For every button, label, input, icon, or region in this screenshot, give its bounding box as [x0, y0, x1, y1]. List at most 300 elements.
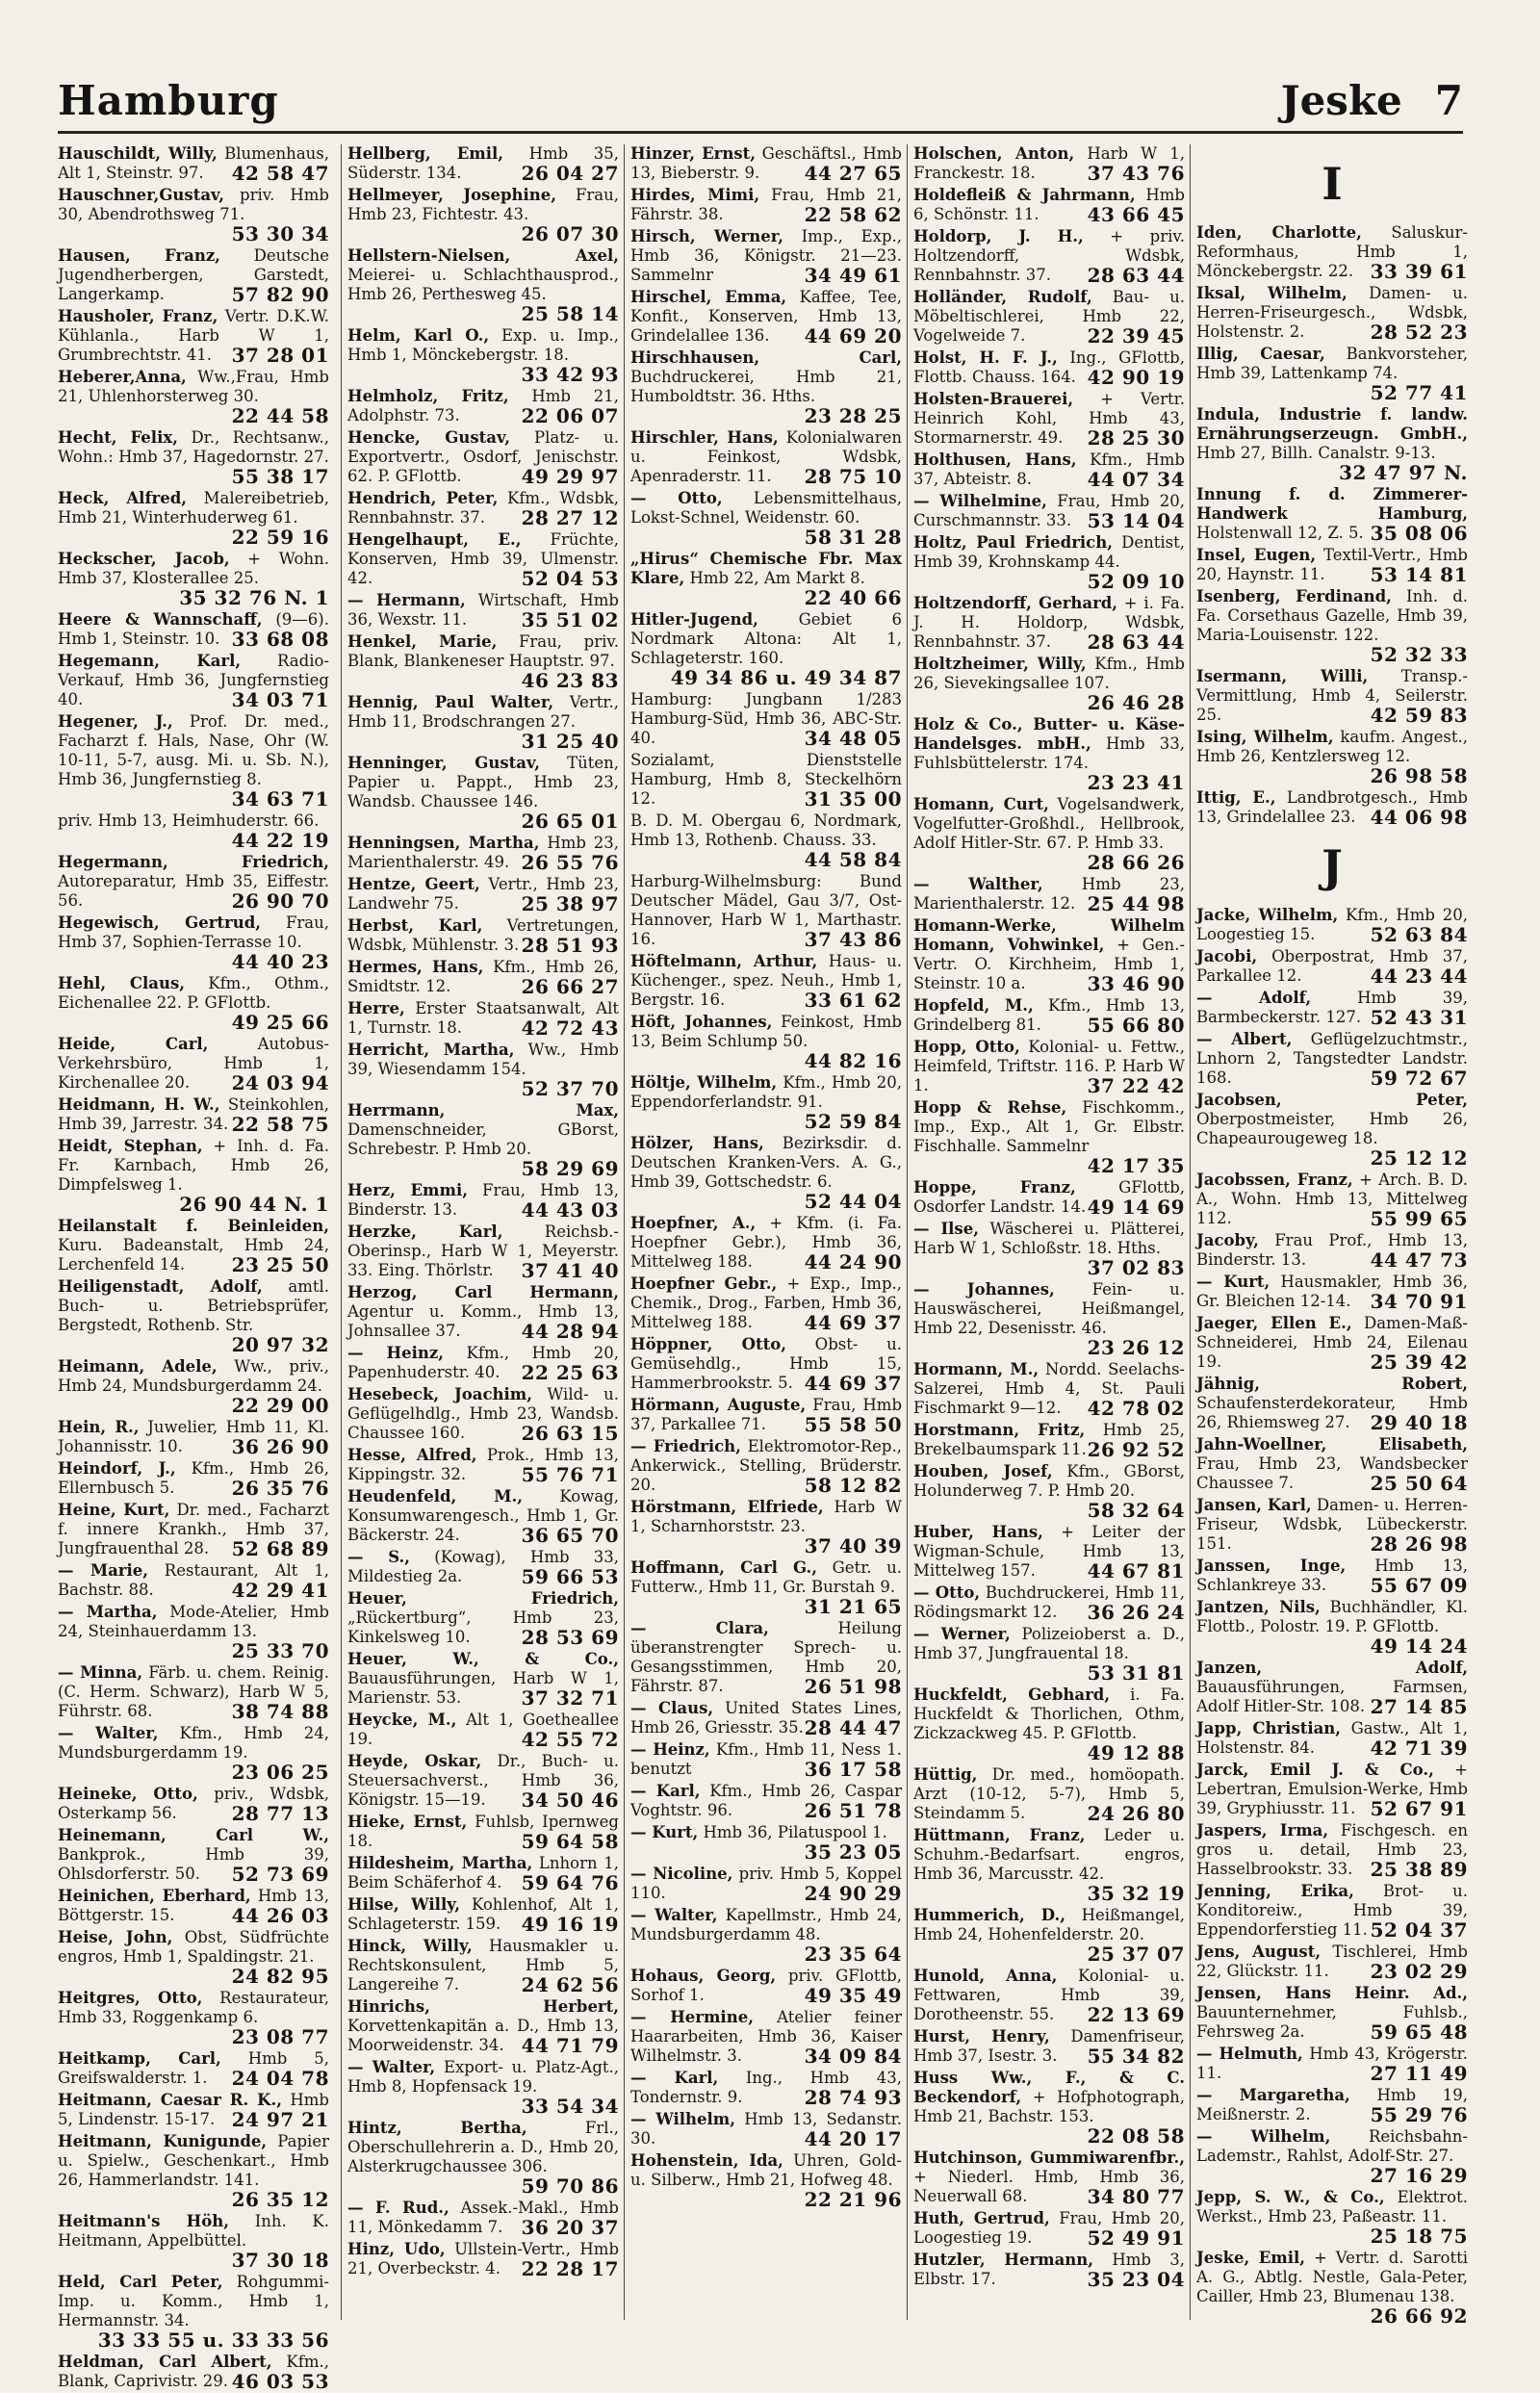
- entry-phone: 44 06 98: [1370, 806, 1468, 829]
- entry-name: — Albert,: [1196, 1030, 1293, 1048]
- entry-details: Damen- u. Herren-Friseur, Wdsbk, Lübeckerstr. 151.: [1196, 1496, 1468, 1553]
- entry-phone: 25 38 97: [521, 892, 619, 915]
- entry-name: Iden, Charlotte,: [1196, 223, 1362, 242]
- entry-name: Jeske, Emil,: [1196, 2249, 1306, 2267]
- entry-name: Japp, Christian,: [1196, 1719, 1342, 1737]
- entry-phone: 55 76 71: [521, 1463, 619, 1486]
- entry-name: Herrmann, Max,: [347, 1101, 619, 1119]
- directory-entry: [630, 1437, 902, 1495]
- entry-phone: 49 14 24: [1370, 1634, 1468, 1658]
- entry-phone: 27 16 29: [1370, 2164, 1468, 2187]
- entry-details: Färb. u. chem. Reinig. (C. Herm. Schwarz), Harb W 5, Führstr. 68.: [58, 1663, 329, 1720]
- directory-entry: [630, 1823, 902, 1862]
- entry-name: Hurst, Henry,: [913, 2027, 1050, 2046]
- directory-entry: [630, 550, 902, 607]
- directory-entry: [58, 1928, 329, 1986]
- entry-details: Vertr., Hmb 23, Landwehr 75.: [347, 875, 619, 913]
- entry-details: Frau, Hmb 20, Loogestieg 19.: [913, 2209, 1185, 2247]
- entry-phone: 52 68 89: [231, 1537, 329, 1560]
- directory-entry: [913, 1098, 1185, 1175]
- entry-details: Rohgummi-Imp. u. Komm., Hmb 1, Hermannstr. 34.: [58, 2273, 329, 2329]
- entry-details: Feinkost, Hmb 13, Beim Schlump 50.: [630, 1013, 902, 1050]
- entry-name: Ittig, E.,: [1196, 788, 1276, 807]
- entry-phone: 44 22 19: [231, 829, 329, 852]
- directory-entry: [630, 1013, 902, 1070]
- entry-phone: 42 78 02: [1087, 1397, 1185, 1420]
- entry-details: Holstenwall 12, Z. 5.: [1196, 524, 1364, 542]
- entry-details: + Kfm. (i. Fa. Hoepfner Gebr.), Hmb 36, Mittelweg 188.: [630, 1214, 902, 1271]
- entry-name: Heise, John,: [58, 1928, 173, 1946]
- entry-details: + Exp., Imp., Chemik., Drog., Farben, Hmb 36, Mittelweg 188.: [630, 1274, 902, 1331]
- directory-entry: [630, 428, 902, 486]
- directory-entry: [347, 632, 619, 690]
- directory-entry: [630, 2069, 902, 2107]
- entry-details: + Leiter der Wigman-Schule, Hmb 13, Mittelweg 157.: [913, 1523, 1185, 1580]
- entry-phone: 37 22 42: [1087, 1074, 1185, 1097]
- directory-entry: [347, 2199, 619, 2237]
- entry-details: (Kowag), Hmb 33, Mildestieg 2a.: [347, 1548, 619, 1585]
- directory-entry: [347, 1650, 619, 1708]
- entry-details: Harb W 1, Scharnhorststr. 23.: [630, 1498, 903, 1535]
- entry-name: Hoppe, Franz,: [913, 1178, 1076, 1196]
- directory-entry: [58, 489, 329, 547]
- entry-details: Exp. u. Imp., Hmb 1, Mönckebergstr. 18.: [347, 326, 619, 364]
- directory-entry: [1196, 1557, 1468, 1595]
- entry-phone: 53 30 34: [231, 222, 329, 245]
- columns-container: [58, 144, 1471, 2393]
- entry-name: Hellmeyer, Josephine,: [347, 186, 556, 204]
- entry-name: Heitmann, Kunigunde,: [58, 2132, 268, 2150]
- entry-details: Schaufensterdekorateur, Hmb 26, Rhiemsweg 27.: [1196, 1394, 1468, 1431]
- directory-entry: [347, 1997, 619, 2055]
- entry-name: Heitmann's Höh,: [58, 2212, 229, 2230]
- entry-phone: 59 65 48: [1370, 2020, 1468, 2044]
- directory-entry: [630, 1782, 902, 1820]
- entry-name: Holthusen, Hans,: [913, 450, 1077, 469]
- directory-entry: [58, 811, 329, 850]
- directory-entry: [630, 186, 902, 224]
- entry-phone: 37 43 76: [1087, 162, 1185, 185]
- directory-entry: [347, 144, 619, 183]
- entry-name: Heide, Carl,: [58, 1035, 209, 1053]
- entry-details: Bauausführungen, Farmsen, Adolf Hitler-Str. 108.: [1196, 1678, 1468, 1715]
- entry-phone: 55 67 09: [1370, 1574, 1468, 1597]
- entry-name: Heberer,Anna,: [58, 368, 187, 386]
- entry-details: Tüten, Papier u. Pappt., Hmb 23, Wandsb. Chaussee 146.: [347, 754, 619, 811]
- directory-entry: [58, 2212, 329, 2270]
- entry-name: Hinzer, Ernst,: [630, 144, 757, 163]
- entry-name: — Johannes,: [913, 1280, 1055, 1299]
- entry-details: Frau, priv. Blank, Blankeneser Hauptstr. 97.: [347, 632, 619, 670]
- entry-name: Heinichen, Eberhard,: [58, 1887, 251, 1905]
- entry-details: Haus- u. Küchenger., spez. Neuh., Hmb 1, Bergstr. 16.: [630, 952, 903, 1009]
- entry-phone: 23 08 77: [231, 2025, 329, 2048]
- entry-phone: 33 39 61: [1370, 260, 1468, 283]
- directory-entry: [1196, 485, 1468, 543]
- entry-name: Holdorp, J. H.,: [913, 227, 1084, 245]
- entry-phone: 22 58 75: [231, 1113, 329, 1136]
- entry-phone: 24 97 21: [231, 2108, 329, 2131]
- entry-details: + i. Fa. J. H. Holdorp, Wdsbk, Rennbahnstr. 37.: [913, 594, 1185, 651]
- entry-details: Getr. u. Futterw., Hmb 11, Gr. Burstah 9.: [630, 1558, 902, 1596]
- directory-entry: [913, 492, 1185, 530]
- directory-entry: [347, 1548, 619, 1586]
- entry-phone: 26 66 27: [521, 975, 619, 998]
- entry-details: Vertr., Hmb 11, Brodschrangen 27.: [347, 693, 619, 731]
- entry-details: Kfm., Hmb 26, Sievekingsallee 107.: [913, 655, 1185, 692]
- entry-phone: 25 12 12: [1370, 1146, 1468, 1170]
- entry-phone: 36 17 58: [804, 1758, 902, 1781]
- directory-entry: [913, 1220, 1185, 1277]
- entry-phone: 35 51 02: [521, 608, 619, 631]
- entry-details: Hmb 39, Barmbeckerstr. 127.: [1196, 989, 1469, 1026]
- entry-phone: 52 49 91: [1087, 2226, 1185, 2250]
- entry-phone: 26 65 01: [521, 810, 619, 833]
- entry-details: Frau, Hmb 23, Wandsbecker Chaussee 7.: [1196, 1454, 1468, 1492]
- entry-details: Dr., Rechtsanw., Wohn.: Hmb 37, Hagedornstr. 27.: [58, 428, 330, 466]
- entry-phone: 59 66 53: [521, 1565, 619, 1588]
- entry-phone: 25 58 14: [521, 302, 619, 325]
- entry-details: Buchdruckerei, Hmb 21, Humboldtstr. 36. Hths.: [630, 368, 902, 405]
- entry-name: Hehl, Claus,: [58, 974, 185, 992]
- entry-name: — Heinz,: [347, 1344, 444, 1362]
- entry-phone: 49 34 86 u. 49 34 87: [670, 666, 902, 689]
- entry-name: Hilse, Willy,: [347, 1895, 460, 1914]
- entry-name: — Otto,: [913, 1583, 981, 1602]
- directory-entry: [1196, 1598, 1468, 1656]
- entry-phone: 33 46 90: [1087, 972, 1185, 995]
- entry-name: — Nicoline,: [630, 1865, 733, 1883]
- entry-phone: 24 03 94: [231, 1071, 329, 1094]
- directory-entry: [1196, 1375, 1468, 1432]
- entry-phone: 24 82 95: [231, 1965, 329, 1988]
- entry-phone: 27 11 49: [1370, 2062, 1468, 2085]
- directory-entry: [913, 348, 1185, 387]
- entry-name: Jantzen, Nils,: [1196, 1598, 1321, 1616]
- entry-name: Hegermann, Friedrich,: [58, 853, 329, 871]
- entry-phone: 44 69 37: [804, 1311, 902, 1334]
- directory-entry: [58, 1989, 329, 2046]
- entry-name: Helm, Karl O.,: [347, 326, 490, 345]
- entry-phone: 22 40 66: [804, 586, 902, 609]
- entry-details: Hmb 13, Sedanstr. 30.: [630, 2110, 902, 2148]
- entry-details: Hmb 13, Böttgerstr. 15.: [58, 1887, 329, 1924]
- entry-details: Korvettenkapitän a. D., Hmb 13, Moorweidenstr. 34.: [347, 2017, 619, 2054]
- entry-phone: 53 14 04: [1087, 509, 1185, 532]
- entry-name: Jenning, Erika,: [1196, 1882, 1354, 1900]
- section-letter: J: [1322, 840, 1343, 892]
- entry-details: Kfm., Hmb 26, Smidtstr. 12.: [347, 958, 619, 995]
- directory-entry: [1196, 284, 1468, 342]
- entry-name: Heidmann, H. W.,: [58, 1095, 220, 1114]
- entry-name: — Friedrich,: [630, 1437, 741, 1455]
- entry-name: Illig, Caesar,: [1196, 345, 1325, 363]
- entry-phone: 24 90 29: [804, 1882, 902, 1905]
- entry-details: Papier u. Spielw., Geschenkart., Hmb 26, Hammerlandstr. 141.: [58, 2132, 329, 2189]
- directory-entry: [347, 1854, 619, 1892]
- entry-phone: 28 25 30: [1087, 426, 1185, 450]
- entry-phone: 42 58 47: [231, 162, 329, 185]
- directory-entry: [58, 144, 329, 183]
- directory-entry: [913, 1765, 1185, 1823]
- entry-name: Jepp, S. W., & Co.,: [1196, 2188, 1385, 2206]
- directory-entry: [58, 2091, 329, 2129]
- entry-name: Hoepfner Gebr.,: [630, 1274, 778, 1293]
- entry-name: Jensen, Hans Heinr. Ad.,: [1196, 1984, 1468, 2002]
- entry-name: Holst, H. F. J.,: [913, 348, 1058, 367]
- entry-name: Hüttig,: [913, 1765, 978, 1784]
- entry-name: — Walter,: [630, 1906, 718, 1924]
- directory-entry: [1196, 1984, 1468, 2042]
- entry-phone: 22 58 62: [804, 203, 902, 226]
- entry-details: Frau, Hmb 20, Curschmannstr. 33.: [913, 492, 1185, 529]
- directory-entry: [913, 655, 1185, 712]
- entry-details: Ing., Hmb 43, Tondernstr. 9.: [630, 2069, 902, 2106]
- entry-phone: 36 65 70: [521, 1524, 619, 1547]
- entry-name: — Wilhelm,: [1196, 2127, 1331, 2146]
- entry-details: Harburg-Wilhelmsburg: Bund Deutscher Mädel, Gau 3/7, Ost-Hannover, Harb W 1, Marthastr. 16.: [630, 872, 902, 948]
- directory-entry: [913, 1625, 1185, 1683]
- entry-name: Huth, Gertrud,: [913, 2209, 1050, 2227]
- directory-entry: [1196, 1882, 1468, 1940]
- entry-name: Homann, Curt,: [913, 795, 1049, 813]
- entry-details: Wäscherei u. Plätterei, Harb W 1, Schloßstr. 18. Hths.: [913, 1220, 1185, 1257]
- entry-name: Hinck, Willy,: [347, 1937, 473, 1955]
- column-2: [341, 144, 619, 2320]
- entry-name: Höppner, Otto,: [630, 1335, 786, 1353]
- entry-phone: 32 47 97 N.: [1339, 461, 1468, 484]
- entry-name: — S.,: [347, 1548, 411, 1566]
- entry-phone: 52 63 84: [1370, 923, 1468, 946]
- entry-phone: 52 37 70: [521, 1077, 619, 1100]
- entry-name: Heinemann, Carl W.,: [58, 1826, 329, 1844]
- entry-details: Damen-Maß-Schneiderei, Hmb 24, Eilenau 19.: [1196, 1314, 1468, 1371]
- entry-details: Damen- u. Herren-Friseurgesch., Wdsbk, Holstenstr. 2.: [1196, 284, 1468, 341]
- entry-phone: 52 59 84: [804, 1110, 902, 1133]
- entry-name: Hörstmann, Elfriede,: [630, 1498, 824, 1516]
- entry-details: Wirtschaft, Hmb 36, Wexstr. 11.: [347, 591, 619, 629]
- entry-phone: 37 41 40: [521, 1259, 619, 1282]
- entry-phone: 49 16 19: [521, 1913, 619, 1936]
- directory-entry: [347, 1895, 619, 1934]
- entry-details: Transp.-Vermittlung, Hmb 4, Seilerstr. 25.: [1196, 667, 1468, 724]
- entry-name: Herzog, Carl Hermann,: [347, 1283, 619, 1301]
- entry-details: United States Lines, Hmb 26, Griesstr. 35.: [630, 1699, 902, 1737]
- entry-details: Fischgesch. en gros u. detail, Hmb 23, Hasselbrookstr. 33.: [1196, 1821, 1468, 1878]
- entry-details: Frl., Oberschullehrerin a. D., Hmb 20, Alsterkrugchaussee 306.: [347, 2119, 619, 2175]
- entry-details: Kfm., Hmb 26, Ellernbusch 5.: [58, 1459, 329, 1497]
- directory-entry: [913, 1360, 1185, 1418]
- entry-details: Malereibetrieb, Hmb 21, Winterhuderweg 61.: [58, 489, 329, 527]
- entry-details: Gastw., Alt 1, Holstenstr. 84.: [1196, 1719, 1469, 1757]
- directory-entry: [58, 1217, 329, 1274]
- entry-details: Kfm., Blank, Caprivistr. 29.: [58, 2353, 329, 2390]
- entry-details: + priv. Holtzendorff, Wdsbk, Rennbahnstr. 37.: [913, 227, 1185, 284]
- entry-phone: 28 74 93: [804, 2086, 902, 2109]
- directory-entry: [347, 1041, 619, 1098]
- entry-details: Deutsche Jugendherbergen, Garstedt, Langerkamp.: [58, 246, 329, 303]
- entry-phone: 23 35 64: [804, 1943, 902, 1966]
- directory-entry: [1196, 2188, 1468, 2246]
- directory-entry: [347, 489, 619, 527]
- entry-details: Bauausführungen, Harb W 1, Marienstr. 53.: [347, 1669, 619, 1707]
- directory-entry: [1196, 1496, 1468, 1554]
- entry-phone: 31 21 65: [804, 1595, 902, 1618]
- entry-details: Vogelsandwerk, Vogelfutter-Großhdl., Hellbrook, Adolf Hitler-Str. 67. P. Hmb 33.: [913, 795, 1185, 852]
- entry-details: B. D. M. Obergau 6, Nordmark, Hmb 13, Rothenb. Chauss. 33.: [630, 811, 902, 849]
- entry-phone: 58 12 82: [804, 1474, 902, 1497]
- entry-name: Hoffmann, Carl G.,: [630, 1558, 818, 1577]
- entry-details: Hmb 43, Krögerstr. 11.: [1196, 2045, 1469, 2082]
- entry-name: — Kurt,: [1196, 1273, 1270, 1291]
- entry-details: Meierei- u. Schlachthausprod., Hmb 26, Perthesweg 45.: [347, 266, 619, 303]
- directory-entry: [347, 1101, 619, 1178]
- entry-phone: 28 27 12: [521, 506, 619, 529]
- entry-phone: 22 25 63: [521, 1361, 619, 1384]
- entry-details: Leder u. Schuhm.-Bedarfsart. engros, Hmb 36, Marcusstr. 42.: [913, 1826, 1185, 1883]
- entry-name: Heere & Wannschaff,: [58, 610, 263, 629]
- entry-phone: 55 38 17: [231, 465, 329, 488]
- entry-name: Huckfeldt, Gebhard,: [913, 1685, 1111, 1704]
- entry-details: Bau- u. Möbeltischlerei, Hmb 22, Vogelweide 7.: [913, 288, 1185, 345]
- entry-details: Hmb 23, Marienthalerstr. 12.: [913, 875, 1186, 913]
- entry-phone: 42 55 72: [521, 1728, 619, 1751]
- directory-entry: [913, 1826, 1185, 1903]
- directory-entry: [630, 1967, 902, 2005]
- entry-details: Polizeioberst a. D., Hmb 37, Jungfrauental 18.: [913, 1625, 1185, 1662]
- directory-entry: [347, 1446, 619, 1484]
- entry-name: Hellberg, Emil,: [347, 144, 504, 163]
- entry-details: Ullstein-Vertr., Hmb 21, Overbeckstr. 4.: [347, 2240, 620, 2277]
- entry-phone: 26 66 92: [1370, 2304, 1468, 2328]
- directory-entry: [58, 307, 329, 365]
- entry-phone: 28 44 47: [804, 1716, 902, 1739]
- entry-details: GFlottb, Osdorfer Landstr. 14.: [913, 1178, 1186, 1216]
- entry-name: — Walter,: [58, 1724, 159, 1742]
- entry-phone: 35 08 06: [1370, 522, 1468, 545]
- entry-phone: 27 14 85: [1370, 1695, 1468, 1718]
- entry-phone: 49 14 69: [1087, 1196, 1185, 1219]
- entry-name: Henningsen, Martha,: [347, 834, 540, 852]
- directory-entry: [630, 751, 902, 809]
- entry-details: Atelier feiner Haararbeiten, Hmb 36, Kaiser Wilhelmstr. 3.: [630, 2008, 902, 2065]
- directory-entry: [630, 489, 902, 547]
- entry-phone: 22 59 16: [231, 526, 329, 549]
- directory-entry: [913, 795, 1185, 872]
- entry-details: Ww., priv., Hmb 24, Mundsburgerdamm 24.: [58, 1357, 330, 1395]
- entry-phone: 42 90 19: [1087, 366, 1185, 389]
- directory-entry: [630, 610, 902, 687]
- entry-name: Herbst, Karl,: [347, 916, 483, 935]
- entry-phone: 52 04 53: [521, 567, 619, 590]
- entry-name: — Martha,: [58, 1603, 158, 1621]
- entry-name: Hitler-Jugend,: [630, 610, 758, 629]
- directory-entry: [630, 1396, 902, 1434]
- entry-phone: 26 92 52: [1087, 1438, 1185, 1461]
- entry-name: Hirdes, Mimi,: [630, 186, 760, 204]
- entry-details: priv. Hmb 13, Heimhuderstr. 66.: [58, 811, 320, 830]
- directory-entry: [913, 390, 1185, 448]
- directory-entry: [347, 1283, 619, 1341]
- entry-phone: 22 29 00: [231, 1394, 329, 1417]
- entry-details: Blumenhaus, Alt 1, Steinstr. 97.: [58, 144, 329, 182]
- entry-name: Hinrichs, Herbert,: [347, 1997, 619, 2016]
- directory-entry: [913, 186, 1185, 224]
- entry-name: Heudenfeld, M.,: [347, 1487, 523, 1505]
- entry-details: Wild- u. Geflügelhdlg., Hmb 23, Wandsb. Chaussee 160.: [347, 1385, 619, 1442]
- entry-name: Ising, Wilhelm,: [1196, 728, 1334, 746]
- entry-phone: 23 02 29: [1370, 1960, 1468, 1983]
- entry-details: Frau, Hmb 23, Fichtestr. 43.: [347, 186, 619, 223]
- entry-phone: 28 66 26: [1087, 851, 1185, 874]
- entry-details: Kfm., Hmb 13, Grindelberg 81.: [913, 996, 1185, 1034]
- directory-entry: [58, 1603, 329, 1660]
- entry-details: priv., Wdsbk, Osterkamp 56.: [58, 1785, 329, 1822]
- entry-name: Hesebeck, Joachim,: [347, 1385, 533, 1403]
- entry-name: Henninger, Gustav,: [347, 754, 540, 772]
- directory-entry: [1196, 906, 1468, 944]
- entry-phone: 33 61 62: [804, 989, 902, 1012]
- entry-phone: 36 20 37: [521, 2216, 619, 2239]
- entry-name: Hermes, Hans,: [347, 958, 484, 976]
- entry-name: — Hermine,: [630, 2008, 754, 2026]
- directory-entry: [1196, 223, 1468, 281]
- entry-name: Helmholz, Fritz,: [347, 387, 509, 405]
- entry-name: Jaeger, Ellen E.,: [1196, 1314, 1352, 1332]
- directory-entry: [1196, 728, 1468, 785]
- directory-entry: [347, 693, 619, 751]
- entry-details: Imp., Exp., Hmb 36, Königstr. 21—23. Sammelnr: [630, 227, 902, 284]
- entry-phone: 59 70 86: [521, 2174, 619, 2198]
- entry-details: Kolonial- u. Fettw., Heimfeld, Triftstr. 116. P. Harb W 1.: [913, 1038, 1185, 1094]
- entry-name: Holtzheimer, Willy,: [913, 655, 1087, 673]
- directory-entry: [630, 1498, 902, 1556]
- entry-details: Kolonial- u. Fettwaren, Hmb 39, Dorotheenstr. 55.: [913, 1967, 1185, 2023]
- entry-details: Kfm., Hmb 11, Ness 1. benutzt: [630, 1740, 902, 1778]
- entry-name: Hesse, Alfred,: [347, 1446, 477, 1464]
- entry-details: Frau, Hmb 37, Parkallee 71.: [630, 1396, 903, 1433]
- directory-entry: [58, 1137, 329, 1214]
- entry-details: „Rückertburg“, Hmb 23, Kinkelsweg 10.: [347, 1608, 619, 1646]
- entry-name: Holdefleiß & Jahrmann,: [913, 186, 1136, 204]
- entry-name: Hellstern-Nielsen, Axel,: [347, 246, 619, 265]
- entry-name: Hauschildt, Willy,: [58, 144, 218, 163]
- entry-details: + Gen.-Vertr. O. Kirchheim, Hmb 1, Steinstr. 10 a.: [913, 936, 1185, 992]
- entry-name: — Hermann,: [347, 591, 466, 609]
- entry-details: Hmb 13, Schlankreye 33.: [1196, 1557, 1468, 1594]
- column-5: [1190, 144, 1469, 2328]
- entry-phone: 35 23 04: [1087, 2268, 1185, 2291]
- directory-entry: [58, 1785, 329, 1823]
- directory-entry: [1196, 587, 1468, 664]
- entry-phone: 28 63 44: [1087, 264, 1185, 287]
- entry-details: Gebiet 6 Nordmark Altona: Alt 1, Schlageterstr. 160.: [630, 610, 902, 667]
- entry-name: Höft, Johannes,: [630, 1013, 773, 1031]
- entry-name: Hölzer, Hans,: [630, 1134, 764, 1152]
- entry-name: Heitkamp, Carl,: [58, 2049, 221, 2068]
- entry-phone: 28 51 93: [521, 934, 619, 957]
- entry-phone: 26 46 28: [1087, 691, 1185, 714]
- entry-phone: 36 26 90: [231, 1435, 329, 1458]
- directory-entry: [1196, 546, 1468, 584]
- directory-entry: [347, 1487, 619, 1545]
- entry-name: Höftelmann, Arthur,: [630, 952, 818, 970]
- directory-entry: [1196, 788, 1468, 827]
- entry-details: + Wohn. Hmb 37, Klosterallee 25.: [58, 550, 329, 587]
- entry-phone: 55 66 80: [1087, 1014, 1185, 1037]
- directory-entry: [1196, 1659, 1468, 1716]
- directory-entry: [1196, 667, 1468, 725]
